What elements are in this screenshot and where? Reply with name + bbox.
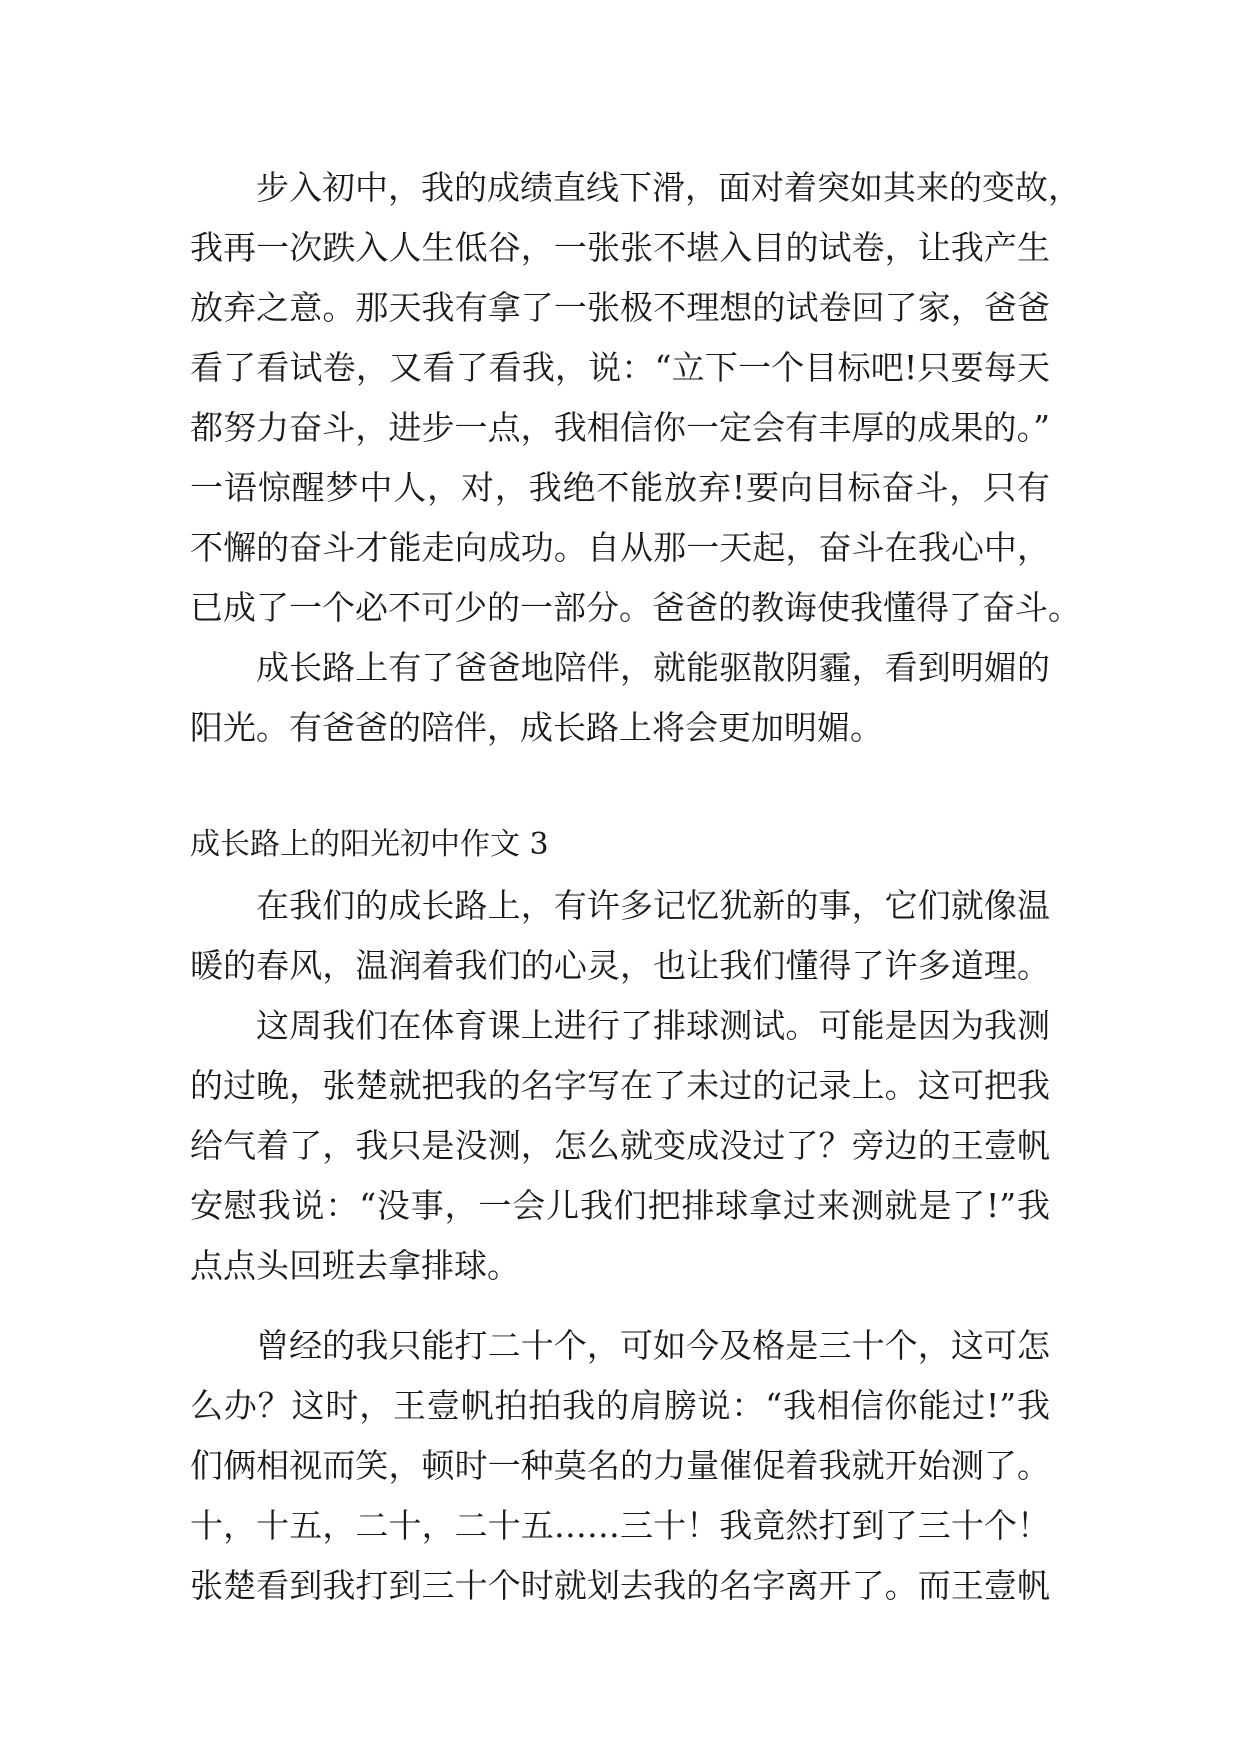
paragraph-line: 的过晚，张楚就把我的名字写在了未过的记录上。这可把我 <box>190 1066 1050 1105</box>
section-heading: 成长路上的阳光初中作文 3 <box>190 827 549 862</box>
paragraph-line: 安慰我说：“没事，一会儿我们把排球拿过来测就是了!”我 <box>190 1186 1050 1225</box>
paragraph-line: 都努力奋斗，进步一点，我相信你一定会有丰厚的成果的。” <box>190 408 1050 447</box>
paragraph-line: 这周我们在体育课上进行了排球测试。可能是因为我测 <box>256 1006 1050 1045</box>
paragraph-line: 我再一次跌入人生低谷，一张张不堪入目的试卷，让我产生 <box>190 228 1050 267</box>
paragraph-line: 不懈的奋斗才能走向成功。自从那一天起，奋斗在我心中， <box>190 528 1050 567</box>
paragraph-line: 成长路上有了爸爸地陪伴，就能驱散阴霾，看到明媚的 <box>256 648 1050 687</box>
paragraph-line: 放弃之意。那天我有拿了一张极不理想的试卷回了家，爸爸 <box>190 288 1050 327</box>
paragraph-line: 在我们的成长路上，有许多记忆犹新的事，它们就像温 <box>256 886 1050 925</box>
paragraph-line: 十，十五，二十，二十五……三十！我竟然打到了三十个！ <box>190 1506 1050 1545</box>
paragraph-line: 给气着了，我只是没测，怎么就变成没过了？旁边的王壹帆 <box>190 1126 1050 1165</box>
paragraph-line: 们俩相视而笑，顿时一种莫名的力量催促着我就开始测了。 <box>190 1446 1050 1485</box>
paragraph-line: 已成了一个必不可少的一部分。爸爸的教诲使我懂得了奋斗。 <box>190 588 1081 627</box>
paragraph-line: 阳光。有爸爸的陪伴，成长路上将会更加明媚。 <box>190 708 883 747</box>
paragraph-line: 张楚看到我打到三十个时就划去我的名字离开了。而王壹帆 <box>190 1566 1050 1605</box>
paragraph-line: 点点头回班去拿排球。 <box>190 1246 520 1285</box>
paragraph-line: 看了看试卷，又看了看我，说：“立下一个目标吧!只要每天 <box>190 348 1050 387</box>
paragraph-line: 曾经的我只能打二十个，可如今及格是三十个，这可怎 <box>256 1326 1050 1365</box>
paragraph-line: 暖的春风，温润着我们的心灵，也让我们懂得了许多道理。 <box>190 946 1050 985</box>
paragraph-line: 么办？这时，王壹帆拍拍我的肩膀说：“我相信你能过!”我 <box>190 1386 1050 1425</box>
paragraph-line: 步入初中，我的成绩直线下滑，面对着突如其来的变故， <box>256 168 1081 207</box>
paragraph-line: 一语惊醒梦中人，对，我绝不能放弃!要向目标奋斗，只有 <box>190 468 1050 507</box>
